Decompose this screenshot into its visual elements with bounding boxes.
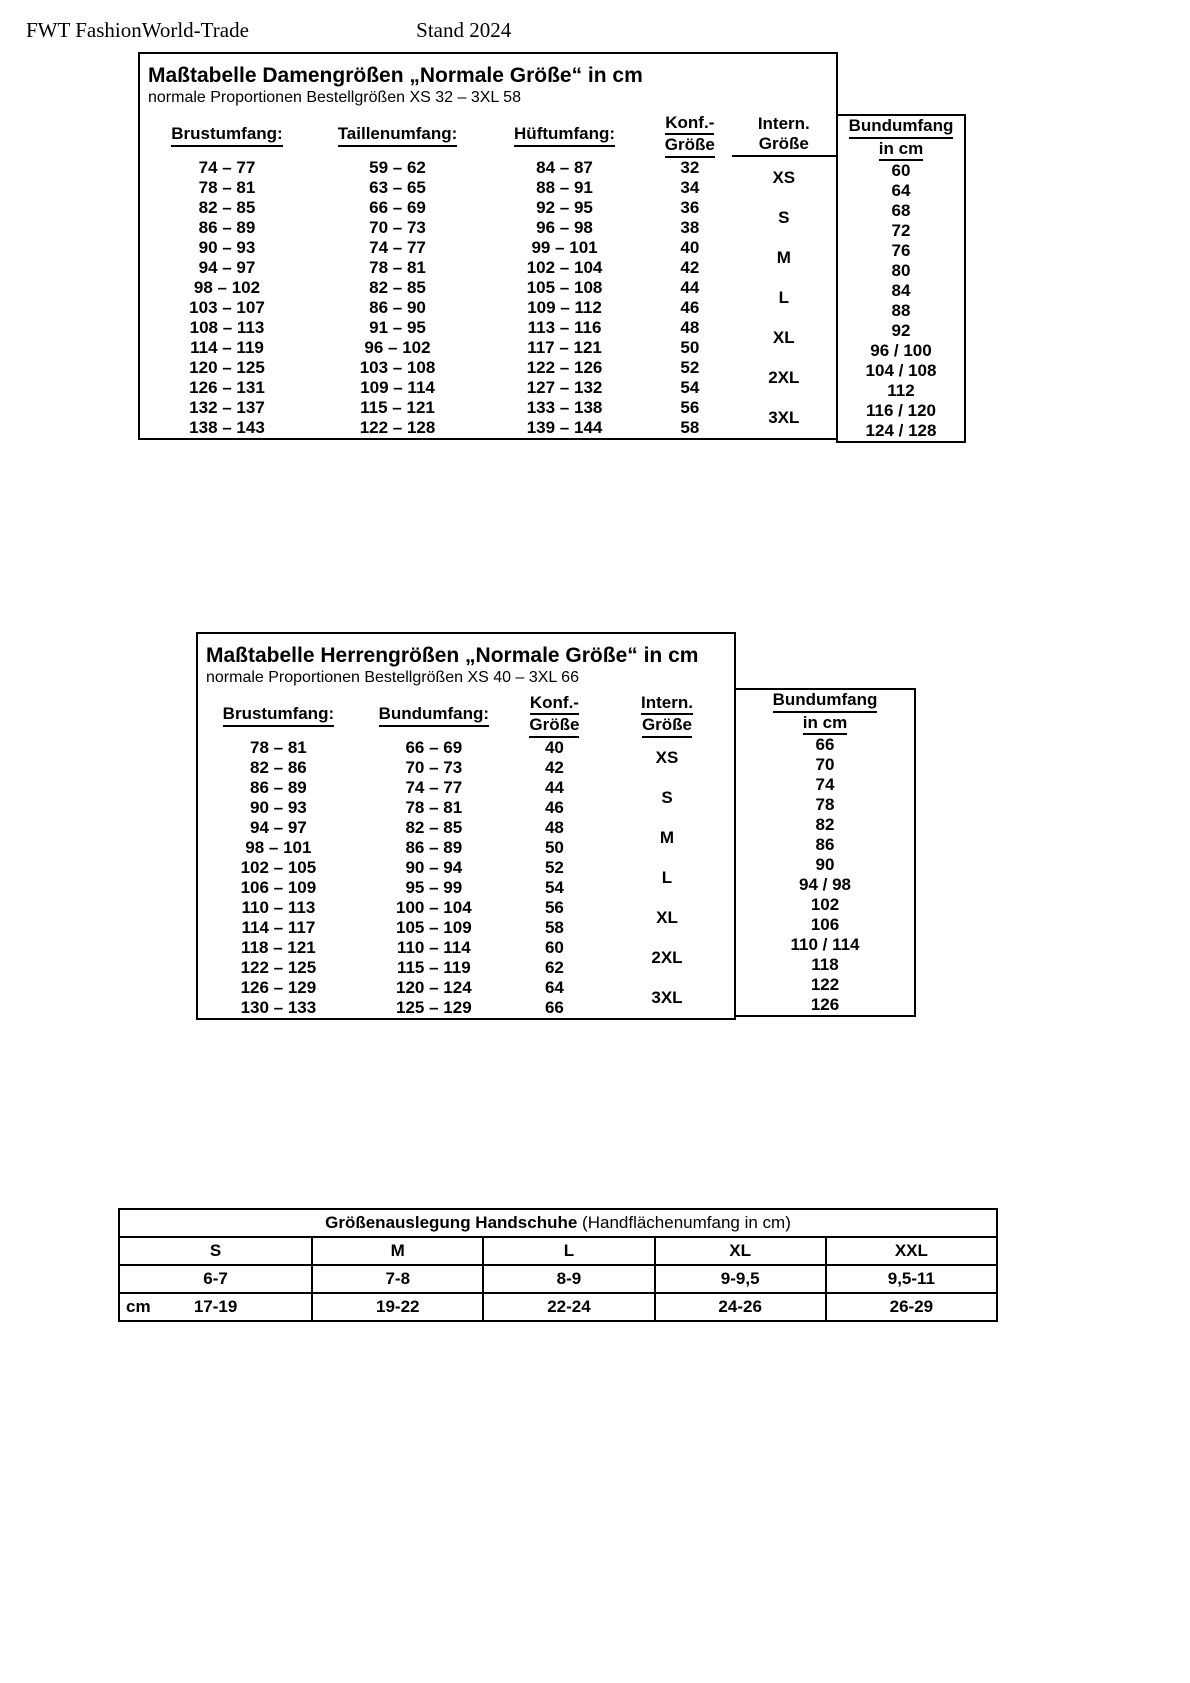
col-header-intern-line2: Größe <box>642 715 692 738</box>
konf-value: 48 <box>544 818 564 838</box>
womens-waist-column-frame <box>836 114 966 443</box>
womens-waist-header-line2: in cm <box>879 139 923 162</box>
gloves-col-header-xxl: XXL <box>826 1237 997 1265</box>
intern-size-value: L <box>778 288 789 308</box>
bust-value: 130 – 133 <box>240 998 317 1018</box>
waist-value: 63 – 65 <box>369 178 426 198</box>
bust-value: 126 – 129 <box>240 978 317 998</box>
bust-value: 138 – 143 <box>189 418 265 438</box>
waist-value: 78 – 81 <box>369 258 426 278</box>
gloves-cm-value: 22-24 <box>483 1293 654 1321</box>
mens-waist-value: 90 <box>815 855 835 875</box>
waist-value: 70 – 73 <box>405 758 463 778</box>
womens-size-table-block <box>138 52 954 441</box>
gloves-inch-value: 9-9,5 <box>655 1265 826 1293</box>
col-header-bust-label: Brustumfang: <box>171 124 282 147</box>
womens-waist-value: 72 <box>891 221 911 241</box>
waist-value: 115 – 121 <box>360 398 435 418</box>
intern-size-value: XS <box>772 168 796 188</box>
womens-waist-value: 96 / 100 <box>870 341 932 361</box>
table-row <box>838 161 964 181</box>
mens-waist-header-line1: Bundumfang <box>773 690 878 713</box>
gloves-col-header-s: S <box>119 1237 312 1265</box>
womens-header-row <box>140 113 836 158</box>
table-row <box>198 778 734 798</box>
womens-waist-value: 60 <box>891 161 911 181</box>
waist-value: 120 – 124 <box>396 978 472 998</box>
table-row <box>736 735 914 755</box>
mens-waist-value: 82 <box>815 815 835 835</box>
waist-value: 74 – 77 <box>405 778 463 798</box>
intern-size-value: M <box>659 828 675 848</box>
konf-value: 36 <box>680 198 700 218</box>
gloves-col-header-m: M <box>312 1237 483 1265</box>
konf-value: 44 <box>544 778 564 798</box>
bust-value: 74 – 77 <box>198 158 256 178</box>
company-name: FWT FashionWorld-Trade <box>26 18 249 42</box>
hip-value: 133 – 138 <box>526 398 603 418</box>
table-row <box>736 855 914 875</box>
table-row <box>838 361 964 381</box>
bust-value: 118 – 121 <box>241 938 316 958</box>
mens-waist-value: 122 <box>810 975 840 995</box>
intern-size-value: 3XL <box>768 408 800 428</box>
mens-size-table-block <box>196 632 878 1020</box>
konf-value: 62 <box>544 958 564 978</box>
gloves-cm-first-value: 17-19 <box>193 1297 238 1316</box>
table-row <box>198 818 734 838</box>
mens-size-table <box>198 693 734 1018</box>
bust-value: 103 – 107 <box>189 298 265 318</box>
waist-value: 78 – 81 <box>405 798 463 818</box>
table-row <box>119 1293 997 1321</box>
table-row <box>140 318 836 338</box>
table-row <box>736 775 914 795</box>
womens-waist-value: 80 <box>891 261 911 281</box>
bust-value: 82 – 86 <box>250 758 307 778</box>
table-row <box>140 158 836 178</box>
mens-waist-value: 106 <box>810 915 840 935</box>
womens-waist-value: 92 <box>891 321 911 341</box>
hip-value: 99 – 101 <box>531 238 598 258</box>
waist-value: 110 – 114 <box>396 938 471 958</box>
womens-waist-header-line1: Bundumfang <box>849 116 954 139</box>
bust-value: 120 – 125 <box>189 358 265 378</box>
bust-value: 106 – 109 <box>240 878 317 898</box>
mens-table-subtitle: normale Proportionen Bestellgrößen XS 40 – 3XL 66 <box>206 669 579 687</box>
table-row <box>140 358 836 378</box>
bust-value: 114 – 119 <box>190 338 264 358</box>
womens-waist-value: 84 <box>891 281 911 301</box>
table-row <box>198 738 734 758</box>
mens-waist-value: 110 / 114 <box>790 935 860 955</box>
konf-value: 66 <box>544 998 564 1018</box>
gloves-cm-value: 24-26 <box>655 1293 826 1321</box>
konf-value: 48 <box>680 318 700 338</box>
col-header-konf <box>648 113 732 158</box>
table-row <box>838 401 964 421</box>
page-header <box>26 18 1156 43</box>
bust-value: 102 – 105 <box>240 858 317 878</box>
gloves-inch-value: 9,5-11 <box>826 1265 997 1293</box>
gloves-cm-label: cm <box>126 1297 151 1316</box>
table-row <box>198 938 734 958</box>
intern-size-value: 3XL <box>651 988 683 1008</box>
table-row <box>838 341 964 361</box>
gloves-inch-value: 7-8 <box>312 1265 483 1293</box>
col-header-konf-line1: Konf.- <box>665 113 714 136</box>
table-row <box>736 755 914 775</box>
hip-value: 122 – 126 <box>526 358 603 378</box>
hip-value: 96 – 98 <box>536 218 593 238</box>
bust-value: 132 – 137 <box>189 398 265 418</box>
mens-table-title: Maßtabelle Herrengrößen „Normale Größe“ in cm <box>206 644 699 667</box>
table-row <box>736 915 914 935</box>
womens-table-title: Maßtabelle Damengrößen „Normale Größe“ in cm <box>148 64 643 87</box>
konf-value: 56 <box>544 898 564 918</box>
konf-value: 42 <box>544 758 564 778</box>
col-header-bust <box>140 113 314 158</box>
womens-waist-value: 124 / 128 <box>865 421 937 441</box>
womens-waist-value: 116 / 120 <box>866 401 936 421</box>
waist-value: 115 – 119 <box>396 958 471 978</box>
konf-value: 52 <box>680 358 700 378</box>
table-row <box>198 898 734 918</box>
waist-value: 91 – 95 <box>369 318 426 338</box>
col-header-waist-label: Bundumfang: <box>379 704 489 727</box>
table-row <box>838 201 964 221</box>
table-row <box>838 301 964 321</box>
gloves-col-header-xl: XL <box>655 1237 826 1265</box>
womens-main-table-frame <box>138 111 838 440</box>
konf-value: 58 <box>680 418 700 438</box>
gloves-cm-value <box>119 1293 312 1321</box>
col-header-bust <box>198 693 359 738</box>
womens-waist-value: 88 <box>891 301 911 321</box>
col-header-waist <box>314 113 481 158</box>
hip-value: 113 – 116 <box>527 318 602 338</box>
col-header-waist <box>359 693 509 738</box>
konf-value: 38 <box>680 218 700 238</box>
col-header-konf-line2: Größe <box>529 715 579 738</box>
table-row <box>838 421 964 441</box>
table-row <box>838 321 964 341</box>
table-row <box>198 858 734 878</box>
bust-value: 98 – 102 <box>193 278 261 298</box>
konf-value: 60 <box>544 938 564 958</box>
bust-value: 82 – 85 <box>198 198 256 218</box>
hip-value: 92 – 95 <box>536 198 593 218</box>
waist-value: 86 – 89 <box>405 838 463 858</box>
mens-waist-value: 78 <box>815 795 835 815</box>
table-row <box>119 1265 997 1293</box>
waist-value: 70 – 73 <box>369 218 426 238</box>
hip-value: 127 – 132 <box>526 378 603 398</box>
konf-value: 52 <box>544 858 564 878</box>
bust-value: 90 – 93 <box>250 798 307 818</box>
mens-waist-value: 86 <box>815 835 835 855</box>
col-header-intern-line1: Intern. <box>641 693 693 716</box>
konf-value: 64 <box>544 978 564 998</box>
bust-value: 98 – 101 <box>245 838 312 858</box>
mens-waist-column-frame <box>734 688 916 1017</box>
table-row <box>140 238 836 258</box>
womens-waist-header-row <box>838 116 964 161</box>
bust-value: 94 – 97 <box>250 818 307 838</box>
waist-value: 100 – 104 <box>396 898 472 918</box>
waist-value: 82 – 85 <box>405 818 463 838</box>
waist-value: 125 – 129 <box>396 998 472 1018</box>
waist-value: 103 – 108 <box>359 358 436 378</box>
konf-value: 40 <box>544 738 564 758</box>
table-row <box>736 875 914 895</box>
hip-value: 102 – 104 <box>526 258 603 278</box>
hip-value: 84 – 87 <box>536 158 593 178</box>
gloves-title-row <box>119 1209 997 1237</box>
col-header-konf <box>509 693 600 738</box>
mens-waist-value: 66 <box>815 735 835 755</box>
col-header-bust-label: Brustumfang: <box>223 704 334 727</box>
konf-value: 54 <box>544 878 564 898</box>
table-row <box>838 261 964 281</box>
table-row <box>736 935 914 955</box>
col-header-konf-line2: Größe <box>665 135 715 158</box>
col-header-waist-label: Taillenumfang: <box>338 124 458 147</box>
bust-value: 114 – 117 <box>241 918 316 938</box>
bust-value: 86 – 89 <box>198 218 256 238</box>
womens-waist-table <box>838 116 964 441</box>
table-row <box>140 198 836 218</box>
table-row <box>838 281 964 301</box>
col-header-intern <box>600 693 734 738</box>
table-row <box>736 835 914 855</box>
konf-value: 50 <box>544 838 564 858</box>
waist-value: 109 – 114 <box>360 378 435 398</box>
waist-value: 59 – 62 <box>369 158 426 178</box>
gloves-inch-value: 8-9 <box>483 1265 654 1293</box>
table-row <box>736 815 914 835</box>
mens-waist-header-cell <box>736 690 914 735</box>
womens-waist-value: 68 <box>891 201 911 221</box>
bust-value: 110 – 113 <box>241 898 316 918</box>
waist-value: 96 – 102 <box>364 338 431 358</box>
hip-value: 88 – 91 <box>536 178 593 198</box>
konf-value: 58 <box>544 918 564 938</box>
womens-table-subtitle: normale Proportionen Bestellgrößen XS 32 – 3XL 58 <box>148 89 521 107</box>
konf-value: 34 <box>680 178 700 198</box>
womens-waist-value: 76 <box>891 241 911 261</box>
gloves-cm-value: 19-22 <box>312 1293 483 1321</box>
waist-value: 66 – 69 <box>405 738 463 758</box>
womens-waist-value: 112 <box>887 381 915 401</box>
mens-waist-value: 102 <box>810 895 840 915</box>
table-row <box>838 221 964 241</box>
hip-value: 105 – 108 <box>526 278 603 298</box>
col-header-hip-label: Hüftumfang: <box>514 124 615 147</box>
mens-waist-value: 74 <box>815 775 835 795</box>
womens-waist-value: 104 / 108 <box>865 361 937 381</box>
waist-value: 66 – 69 <box>369 198 426 218</box>
col-header-intern <box>732 113 836 158</box>
intern-size-value: S <box>661 788 673 808</box>
gloves-size-table-block <box>118 1208 998 1322</box>
revision-date: Stand 2024 <box>416 18 512 42</box>
intern-size-value: 2XL <box>651 948 683 968</box>
womens-waist-header-cell <box>838 116 964 161</box>
table-row <box>736 895 914 915</box>
waist-value: 86 – 90 <box>369 298 426 318</box>
bust-value: 108 – 113 <box>189 318 265 338</box>
gloves-header-row <box>119 1237 997 1265</box>
konf-value: 50 <box>680 338 700 358</box>
intern-size-value: M <box>776 248 791 268</box>
mens-waist-value: 118 <box>811 955 839 975</box>
bust-value: 78 – 81 <box>198 178 256 198</box>
intern-size-value: XL <box>772 328 795 348</box>
mens-waist-header-line2: in cm <box>803 713 847 736</box>
mens-main-table-frame <box>196 691 736 1020</box>
konf-value: 44 <box>680 278 700 298</box>
gloves-title-bold: Größenauslegung Handschuhe <box>325 1213 578 1232</box>
konf-value: 32 <box>680 158 700 178</box>
waist-value: 90 – 94 <box>405 858 463 878</box>
konf-value: 46 <box>680 298 700 318</box>
waist-value: 95 – 99 <box>405 878 463 898</box>
gloves-col-header-l: L <box>483 1237 654 1265</box>
konf-value: 46 <box>544 798 564 818</box>
waist-value: 105 – 109 <box>396 918 472 938</box>
konf-value: 54 <box>680 378 700 398</box>
gloves-size-table <box>118 1208 998 1322</box>
mens-table-title-box <box>196 632 736 693</box>
intern-size-value: 2XL <box>768 368 800 388</box>
konf-value: 42 <box>680 258 700 278</box>
table-row <box>838 381 964 401</box>
table-row <box>736 955 914 975</box>
bust-value: 78 – 81 <box>250 738 307 758</box>
bust-value: 122 – 125 <box>240 958 317 978</box>
womens-waist-value: 64 <box>891 181 911 201</box>
table-row <box>736 995 914 1015</box>
waist-value: 82 – 85 <box>369 278 426 298</box>
womens-size-table <box>140 113 836 438</box>
mens-waist-value: 126 <box>810 995 840 1015</box>
mens-waist-value: 94 / 98 <box>799 875 851 895</box>
hip-value: 109 – 112 <box>527 298 602 318</box>
table-row <box>838 241 964 261</box>
womens-table-title-box <box>138 52 838 113</box>
gloves-title-cell <box>119 1209 997 1237</box>
table-row <box>140 398 836 418</box>
intern-size-value: XL <box>656 908 678 928</box>
bust-value: 126 – 131 <box>189 378 265 398</box>
hip-value: 117 – 121 <box>527 338 602 358</box>
table-row <box>736 975 914 995</box>
mens-header-row <box>198 693 734 738</box>
mens-waist-header-row <box>736 690 914 735</box>
bust-value: 86 – 89 <box>250 778 307 798</box>
intern-size-value: XS <box>655 748 679 768</box>
table-row <box>838 181 964 201</box>
intern-size-value: L <box>661 868 673 888</box>
mens-waist-table <box>736 690 914 1015</box>
waist-value: 122 – 128 <box>359 418 436 438</box>
bust-value: 90 – 93 <box>198 238 256 258</box>
col-header-intern-label: Intern. Größe <box>732 114 836 156</box>
table-row <box>140 278 836 298</box>
gloves-inch-value: 6-7 <box>119 1265 312 1293</box>
mens-waist-value: 70 <box>815 755 835 775</box>
konf-value: 56 <box>680 398 700 418</box>
waist-value: 74 – 77 <box>369 238 426 258</box>
bust-value: 94 – 97 <box>198 258 256 278</box>
col-header-hip <box>481 113 648 158</box>
table-row <box>198 978 734 998</box>
table-row <box>736 795 914 815</box>
gloves-cm-value: 26-29 <box>826 1293 997 1321</box>
gloves-title-light: (Handflächenumfang in cm) <box>577 1213 791 1232</box>
intern-size-value: S <box>778 208 790 228</box>
konf-value: 40 <box>680 238 700 258</box>
col-header-konf-line1: Konf.- <box>530 693 579 716</box>
hip-value: 139 – 144 <box>526 418 603 438</box>
